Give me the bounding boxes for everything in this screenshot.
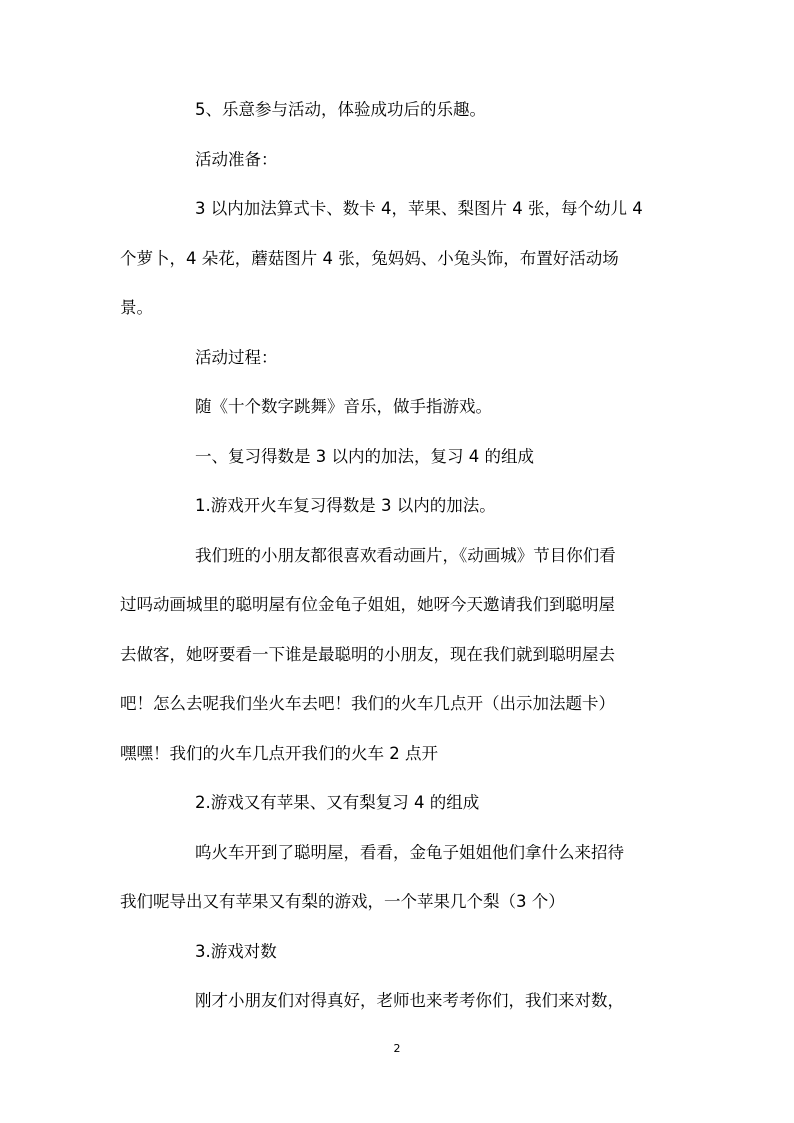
text-line-game-2: 2.游戏又有苹果、又有梨复习 4 的组成 [195, 793, 480, 812]
heading-activity-preparation: 活动准备： [195, 150, 278, 169]
text-line-para-1-line-1: 我们班的小朋友都很喜欢看动画片，《动画城》节目你们看 [195, 546, 616, 565]
text-line-para-1-line-4: 吧！怎么去呢我们坐火车去吧！我们的火车几点开（出示加法题卡） [120, 694, 615, 713]
page-number: 2 [393, 1042, 401, 1055]
text-line-para-2-line-2: 我们呢导出又有苹果又有梨的游戏，一个苹果几个梨（3 个） [120, 892, 565, 911]
text-line-section-1: 一、复习得数是 3 以内的加法，复习 4 的组成 [195, 447, 534, 466]
text-line-para-1-line-2: 过吗动画城里的聪明屋有位金龟子姐姐，她呀今天邀请我们到聪明屋 [120, 595, 615, 614]
text-line-para-2-line-1: 呜火车开到了聪明屋，看看，金龟子姐姐他们拿什么来招待 [195, 843, 624, 862]
text-line-para-3-line-1: 刚才小朋友们对得真好，老师也来考考你们，我们来对数， [195, 991, 624, 1010]
text-line-finger-game: 随《十个数字跳舞》音乐，做手指游戏。 [195, 397, 492, 416]
heading-activity-process: 活动过程： [195, 348, 278, 367]
text-line-para-1-line-3: 去做客，她呀要看一下谁是最聪明的小朋友，现在我们就到聪明屋去 [120, 645, 615, 664]
text-line-materials-3: 景。 [120, 298, 153, 317]
text-line-game-1: 1.游戏开火车复习得数是 3 以内的加法。 [195, 496, 496, 515]
text-line-materials-2: 个萝卜，4 朵花，蘑菇图片 4 张，兔妈妈、小兔头饰，布置好活动场 [120, 249, 619, 268]
text-line-para-1-line-5: 嘿嘿！我们的火车几点开我们的火车 2 点开 [120, 744, 438, 763]
text-line-materials-1: 3 以内加法算式卡、数卡 4，苹果、梨图片 4 张，每个幼儿 4 [195, 199, 643, 218]
text-line-game-3: 3.游戏对数 [195, 942, 277, 961]
text-line-goal-5: 5、乐意参与活动，体验成功后的乐趣。 [195, 100, 486, 119]
